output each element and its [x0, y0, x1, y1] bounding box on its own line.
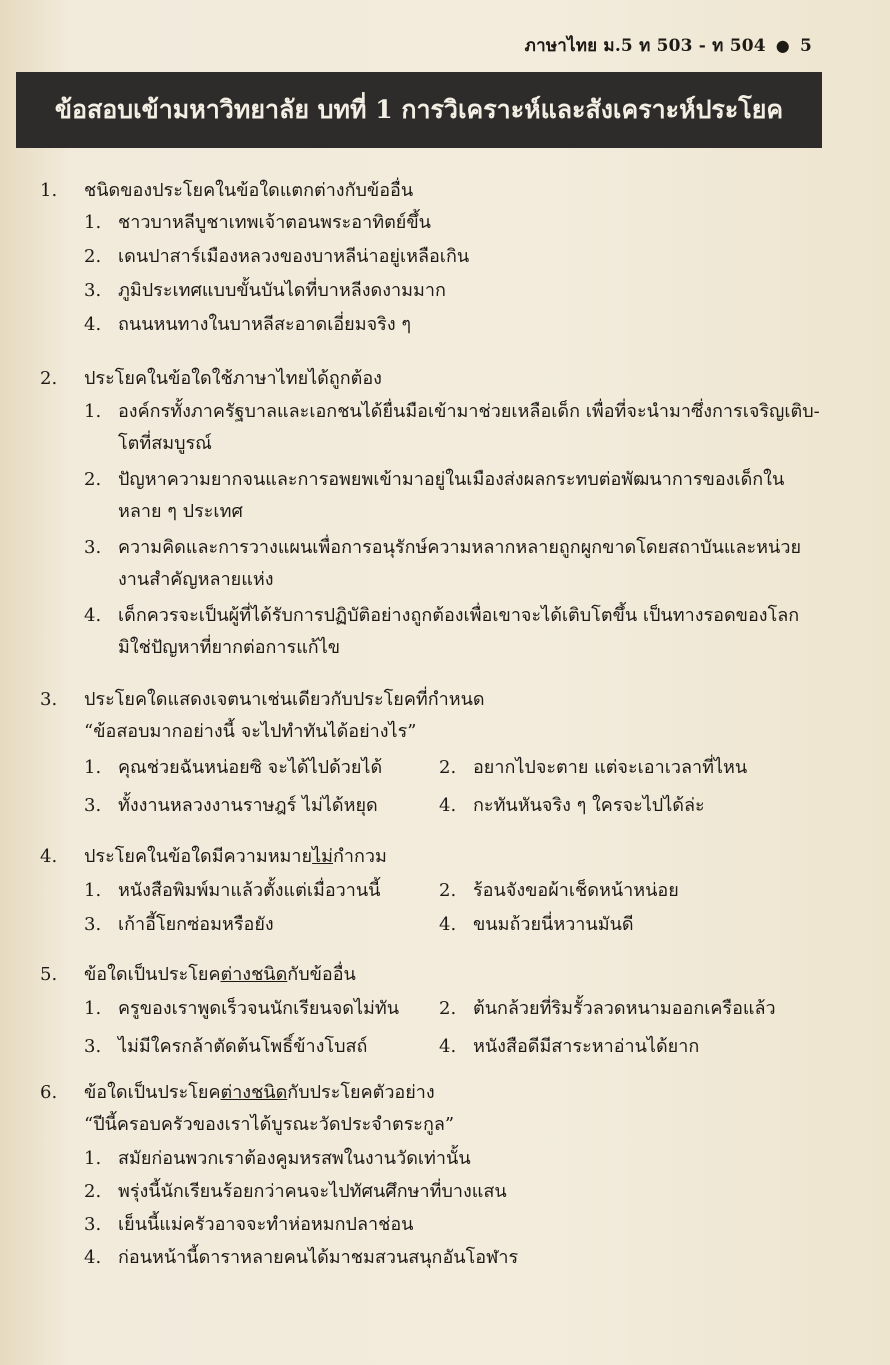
- option-number: 1.: [84, 212, 102, 233]
- option: [84, 308, 830, 342]
- option-number: 4.: [439, 914, 457, 935]
- option-text: ชาวบาหลีบูชาเทพเจ้าตอนพระอาทิตย์ขึ้น: [118, 212, 431, 233]
- option-text: ร้อนจังขอผ้าเช็ดหน้าหน่อย: [473, 880, 679, 901]
- option: [84, 1241, 830, 1274]
- question-text: ชนิดของประโยคในข้อใดแตกต่างกับข้ออื่น: [84, 180, 414, 201]
- option: [84, 396, 830, 460]
- option-number: 1.: [84, 880, 102, 901]
- question-text-part: ข้อใดเป็นประโยค: [84, 1082, 221, 1103]
- option-text: คุณช่วยฉันหน่อยซิ จะได้ไปด้วยได้: [118, 757, 383, 778]
- option: [84, 464, 830, 528]
- question-text-part: ข้อใดเป็นประโยค: [84, 964, 221, 985]
- option: [84, 908, 439, 942]
- chapter-banner: [16, 72, 822, 148]
- option: [84, 1175, 830, 1208]
- question-2: [40, 364, 830, 664]
- option-text: อยากไปจะตาย แต่จะเอาเวลาที่ไหน: [473, 757, 748, 778]
- option: [84, 1142, 830, 1175]
- option: [84, 274, 830, 308]
- option-number: 3.: [84, 795, 102, 816]
- option-number: 4.: [84, 1247, 102, 1268]
- question-text-emphasis: ต่างชนิด: [220, 964, 288, 985]
- question-text-part: กำกวม: [333, 846, 387, 867]
- option-number: 2.: [439, 880, 457, 901]
- bullet-separator: ●: [775, 36, 790, 55]
- option-text: ก่อนหน้านี้ดาราหลายคนได้มาชมสวนสนุกอันโอฬาร: [118, 1247, 519, 1268]
- option-number: 2.: [439, 998, 457, 1019]
- option: [84, 990, 439, 1028]
- question-number: 1.: [40, 180, 58, 201]
- option: [439, 908, 794, 942]
- option-number: 2.: [84, 246, 102, 267]
- option: [439, 990, 794, 1028]
- option: [84, 1028, 439, 1066]
- option-text-line: เด็กควรจะเป็นผู้ที่ได้รับการปฏิบัติอย่างถูกต้องเพื่อเขาจะได้เติบโตขึ้น เป็นทางรอดของโลก: [118, 605, 800, 626]
- option-text: ไม่มีใครกล้าตัดต้นโพธิ์ข้างโบสถ์: [118, 1036, 368, 1057]
- option-number: 3.: [84, 280, 102, 301]
- option-text: กะทันหันจริง ๆ ใครจะไปได้ล่ะ: [473, 795, 705, 816]
- option-text: ภูมิประเทศแบบขั้นบันไดที่บาหลีงดงามมาก: [118, 280, 446, 301]
- question-text-part: กับประโยคตัวอย่าง: [287, 1082, 435, 1103]
- option-number: 2.: [84, 1181, 102, 1202]
- page-number: 5: [799, 35, 812, 56]
- option-text: เก้าอี้โยกซ่อมหรือยัง: [118, 914, 274, 935]
- option-number: 4.: [439, 1036, 457, 1057]
- option-text: เย็นนี้แม่ครัวอาจจะทำห่อหมกปลาช่อน: [118, 1214, 414, 1235]
- question-text: [84, 1078, 830, 1108]
- option-text: เดนปาสาร์เมืองหลวงของบาหลีน่าอยู่เหลือเกิน: [118, 246, 470, 267]
- option-number: 2.: [84, 469, 102, 490]
- banner-title: ข้อสอบเข้ามหาวิทยาลัย บทที่ 1 การวิเคราะห์และสังเคราะห์ประโยค: [54, 95, 784, 124]
- option: [84, 874, 439, 908]
- question-5: [40, 960, 830, 1066]
- question-6: [40, 1078, 830, 1274]
- option-number: 1.: [84, 1148, 102, 1169]
- option-text: ครูของเราพูดเร็วจนนักเรียนจดไม่ทัน: [118, 998, 400, 1019]
- question-text: ประโยคในข้อใดใช้ภาษาไทยได้ถูกต้อง: [84, 368, 382, 389]
- option: [439, 787, 794, 825]
- option-text-line: มิใช่ปัญหาที่ยากต่อการแก้ไข: [118, 637, 341, 658]
- option-number: 1.: [84, 401, 102, 422]
- option-text: พรุ่งนี้นักเรียนร้อยกว่าคนจะไปทัศนศึกษาที่บางแสน: [118, 1181, 507, 1202]
- question-text-part: ประโยคในข้อใดมีความหมาย: [84, 846, 313, 867]
- question-text: [84, 960, 830, 990]
- option-number: 3.: [84, 537, 102, 558]
- option-text-line: งานสำคัญหลายแห่ง: [118, 569, 274, 590]
- option: [84, 1208, 830, 1241]
- option-text: ทั้งงานหลวงงานราษฎร์ ไม่ได้หยุด: [118, 795, 378, 816]
- running-title: ภาษาไทย ม.5 ท 503 - ท 504: [524, 36, 766, 56]
- option-number: 3.: [84, 1036, 102, 1057]
- option-number: 3.: [84, 914, 102, 935]
- question-text-emphasis: ไม่: [312, 846, 333, 867]
- question-text: [84, 842, 830, 872]
- option-text-line: ปัญหาความยากจนและการอพยพเข้ามาอยู่ในเมืองส่งผลกระทบต่อพัฒนาการของเด็กใน: [118, 469, 785, 490]
- option-number: 3.: [84, 1214, 102, 1235]
- option: [84, 206, 830, 240]
- option-number: 2.: [439, 757, 457, 778]
- option-text: สมัยก่อนพวกเราต้องคูมหรสพในงานวัดเท่านั้น: [118, 1148, 471, 1169]
- option-text-line: ความคิดและการวางแผนเพื่อการอนุรักษ์ความหลากหลายถูกผูกขาดโดยสถาบันและหน่วย: [118, 537, 801, 558]
- option-text-line: โตที่สมบูรณ์: [118, 433, 212, 454]
- option-number: 4.: [439, 795, 457, 816]
- option-text-line: องค์กรทั้งภาครัฐบาลและเอกชนได้ยื่นมือเข้ามาช่วยเหลือเด็ก เพื่อที่จะนำมาซึ่งการเจริญเติบ-: [118, 401, 820, 422]
- option-text: ถนนหนทางในบาหลีสะอาดเอี่ยมจริง ๆ: [118, 314, 411, 335]
- question-text-emphasis: ต่างชนิด: [220, 1082, 288, 1103]
- option-text: ต้นกล้วยที่ริมรั้วลวดหนามออกเครือแล้ว: [473, 998, 776, 1019]
- question-number: 4.: [40, 846, 58, 867]
- question-3: [40, 685, 830, 825]
- option-text: ขนมถ้วยนี่หวานมันดี: [473, 914, 634, 935]
- question-number: 3.: [40, 689, 58, 710]
- question-text-part: กับข้ออื่น: [287, 964, 356, 985]
- option: [84, 600, 830, 664]
- option: [84, 787, 439, 825]
- option-number: 4.: [84, 314, 102, 335]
- question-number: 5.: [40, 964, 58, 985]
- question-1: [40, 176, 830, 342]
- option: [439, 1028, 794, 1066]
- question-quote: “ปีนี้ครอบครัวของเราได้บูรณะวัดประจำตระกูล”: [84, 1114, 455, 1135]
- option-text: หนังสือพิมพ์มาแล้วตั้งแต่เมื่อวานนี้: [118, 880, 381, 901]
- question-quote: “ข้อสอบมากอย่างนี้ จะไปทำทันได้อย่างไร”: [84, 721, 417, 742]
- option: [84, 749, 439, 787]
- option: [439, 749, 794, 787]
- question-4: [40, 842, 830, 942]
- question-text: ประโยคใดแสดงเจตนาเช่นเดียวกับประโยคที่กำหนด: [84, 689, 485, 710]
- question-number: 2.: [40, 368, 58, 389]
- option-number: 1.: [84, 998, 102, 1019]
- question-number: 6.: [40, 1082, 58, 1103]
- option: [84, 532, 830, 596]
- option-number: 4.: [84, 605, 102, 626]
- running-header: [525, 32, 812, 59]
- option-text: หนังสือดีมีสาระหาอ่านได้ยาก: [473, 1036, 700, 1057]
- option: [84, 240, 830, 274]
- option: [439, 874, 794, 908]
- option-text-line: หลาย ๆ ประเทศ: [118, 501, 243, 522]
- option-number: 1.: [84, 757, 102, 778]
